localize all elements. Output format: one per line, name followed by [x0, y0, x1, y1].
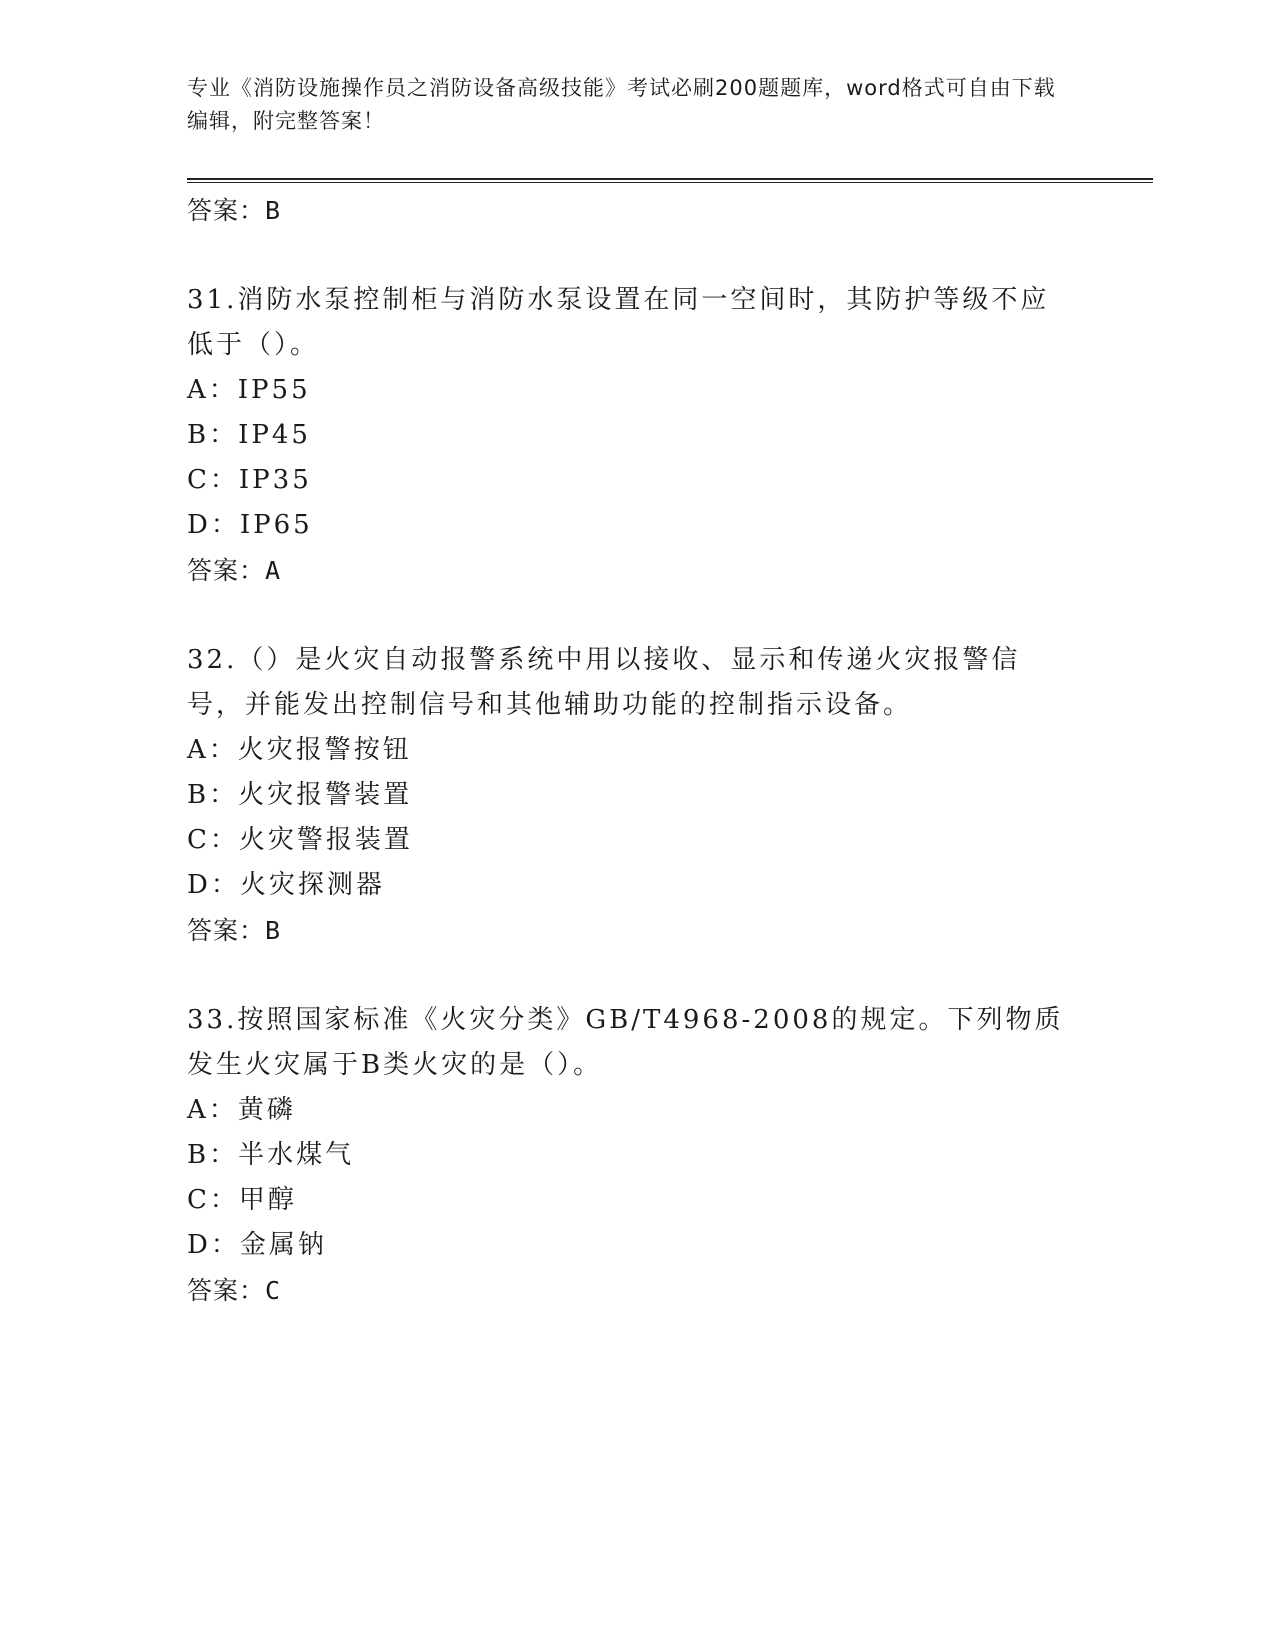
- question-stem: 32.（）是火灾自动报警系统中用以接收、显示和传递火灾报警信号，并能发出控制信号和其他辅助功能的控制指示设备。: [187, 645, 1021, 720]
- header-divider: [187, 178, 1153, 183]
- answer-label: 答案：: [187, 916, 266, 945]
- question-block: [187, 998, 1087, 1313]
- question-stem: 33.按照国家标准《火灾分类》GB/T4968-2008的规定。下列物质发生火灾属于B类火灾的是（）。: [187, 1005, 1064, 1080]
- question-list: [187, 188, 1087, 1313]
- question-block: [187, 638, 1087, 953]
- answer-line: [187, 908, 1087, 953]
- answer-value: B: [265, 916, 282, 945]
- option-d: D：火灾探测器: [187, 870, 385, 900]
- answer-value: C: [265, 1276, 282, 1305]
- answer-line: [187, 548, 1087, 593]
- answer-line: [187, 188, 1087, 233]
- page-header: 专业《消防设施操作员之消防设备高级技能》考试必刷200题题库，word格式可自由下载编辑，附完整答案！: [187, 76, 1056, 133]
- answer-label: 答案：: [187, 1276, 266, 1305]
- option-c: C：火灾警报装置: [187, 825, 413, 855]
- option-b: B：半水煤气: [187, 1140, 355, 1170]
- question-stem: 31.消防水泵控制柜与消防水泵设置在同一空间时，其防护等级不应低于（）。: [187, 285, 1050, 360]
- answer-value: B: [265, 196, 282, 225]
- option-b: B：IP45: [187, 420, 311, 450]
- answer-label: 答案：: [187, 556, 266, 585]
- option-d: D：IP65: [187, 510, 313, 540]
- question-block: [187, 278, 1087, 593]
- option-b: B：火灾报警装置: [187, 780, 413, 810]
- option-c: C：IP35: [187, 465, 312, 495]
- option-d: D：金属钠: [187, 1230, 327, 1260]
- answer-value: A: [265, 556, 282, 585]
- answer-line: [187, 1268, 1087, 1313]
- option-a: A：黄磷: [187, 1095, 296, 1125]
- option-a: A：火灾报警按钮: [187, 735, 412, 765]
- option-a: A：IP55: [187, 375, 311, 405]
- option-c: C：甲醇: [187, 1185, 297, 1215]
- answer-label: 答案：: [187, 196, 266, 225]
